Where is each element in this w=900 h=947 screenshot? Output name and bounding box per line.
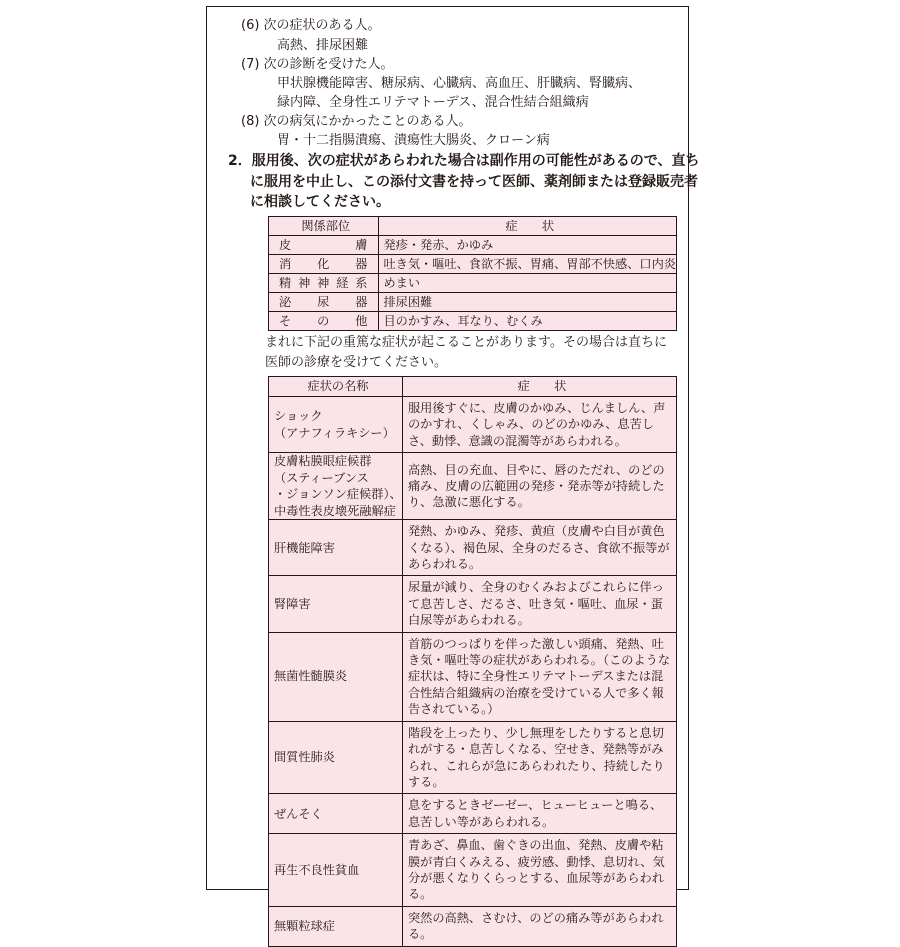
condition-symptom-cell: 突然の高熱、さむけ、のどの痛み等があらわれる。 [403,906,677,946]
body-part-cell: 皮膚 [269,236,379,255]
table-row [269,834,677,907]
condition-name-line: （アナフィラキシー） [274,425,395,440]
condition-name-line: 中毒性表皮壊死融解症 [274,503,396,518]
condition-symptom-cell: 高熱、目の充血、目やに、唇のただれ、のどの痛み、皮膚の広範囲の発疹・発赤等が持続したり、急激に悪化する。 [403,453,677,520]
condition-name-cell [269,576,403,632]
symptom-cell: 排尿困難 [378,293,677,312]
condition-name-cell [269,906,403,946]
table-row [269,255,677,274]
condition-name-line: 間質性肺炎 [274,750,335,765]
table-row [269,794,677,834]
condition-name-line: ぜんそく [274,806,323,821]
section2-line: 2．服用後、次の症状があらわれた場合は副作用の可能性があるので、直ち [228,153,700,169]
list-item-6-heading: (6) 次の症状のある人。 [241,18,381,33]
condition-name-line: 無顆粒球症 [274,918,335,933]
condition-symptom-cell: 尿量が減り、全身のむくみおよびこれらに伴って息苦しさ、だるさ、吐き気・嘔吐、血尿・蛋白尿等があらわれる。 [403,576,677,632]
table-row [269,293,677,312]
symptom-cell: 発疹・発赤、かゆみ [378,236,677,255]
condition-name-cell [269,632,403,721]
symptom-cell: めまい [378,274,677,293]
condition-name-line: 腎障害 [274,596,311,611]
condition-name-cell [269,721,403,794]
table-row [269,453,677,520]
condition-name-line: 無菌性髄膜炎 [274,669,348,684]
condition-name-cell [269,520,403,576]
condition-symptom-cell: 青あざ、鼻血、歯ぐきの出血、発熱、皮膚や粘膜が青白くみえる、疲労感、動悸、息切れ、気分が悪くなりくらっとする、血尿等があらわれる。 [403,834,677,907]
symptom-cell: 目のかすみ、耳なり、むくみ [378,312,677,331]
table-row [269,312,677,331]
list-item-8-heading: (8) 次の病気にかかったことのある人。 [241,114,472,129]
condition-name-cell [269,397,403,453]
rare-note-line: まれに下記の重篤な症状が起こることがあります。その場合は直ちに [265,335,667,350]
list-item-6-line: 高熱、排尿困難 [277,38,369,53]
table-header-row [269,377,677,397]
condition-name-cell [269,453,403,520]
body-part-cell: その他 [269,312,379,331]
condition-name-cell [269,794,403,834]
table-row [269,906,677,946]
list-item-7-line: 緑内障、全身性エリテマトーデス、混合性結合組織病 [277,95,589,110]
serious-symptoms-table [268,376,677,947]
header-cell: 関係部位 [269,217,379,236]
symptom-cell: 吐き気・嘔吐、食欲不振、胃痛、胃部不快感、口内炎 [378,255,677,274]
table-row [269,576,677,632]
side-effects-table [268,216,677,331]
header-cell: 症 状 [403,377,677,397]
condition-symptom-cell: 息をするときゼーゼー、ヒューヒューと鳴る、息苦しい等があらわれる。 [403,794,677,834]
table-row [269,721,677,794]
body-part-cell: 泌尿器 [269,293,379,312]
body-part-cell: 消化器 [269,255,379,274]
header-cell: 症状の名称 [269,377,403,397]
condition-symptom-cell: 発熱、かゆみ、発疹、黄疸（皮膚や白目が黄色くなる）、褐色尿、全身のだるさ、食欲不振等があらわれる。 [403,520,677,576]
list-item-7-heading: (7) 次の診断を受けた人。 [241,57,394,72]
table-row [269,397,677,453]
rare-note-line: 医師の診療を受けてください。 [265,355,448,370]
table-header-row [269,217,677,236]
table-row [269,520,677,576]
table-row [269,274,677,293]
list-item-7-line: 甲状腺機能障害、糖尿病、心臓病、高血圧、肝臓病、腎臓病、 [277,76,642,91]
body-part-cell: 精神神経系 [269,274,379,293]
section2-line: に服用を中止し、この添付文書を持って医師、薬剤師または登録販売者 [250,174,698,190]
condition-symptom-cell: 階段を上ったり、少し無理をしたりすると息切れがする・息苦しくなる、空せき、発熱等がみられ、これらが急にあらわれたり、持続したりする。 [403,721,677,794]
condition-name-line: （スティーブンス [274,470,369,485]
header-cell: 症 状 [378,217,677,236]
table-row [269,632,677,721]
condition-symptom-cell: 服用後すぐに、皮膚のかゆみ、じんましん、声のかすれ、くしゃみ、のどのかゆみ、息苦しさ、動悸、意識の混濁等があらわれる。 [403,397,677,453]
table-row [269,236,677,255]
condition-name-cell [269,834,403,907]
condition-symptom-cell: 首筋のつっぱりを伴った激しい頭痛、発熱、吐き気・嘔吐等の症状があらわれる。（このような症状は、特に全身性エリテマトーデスまたは混合性結合組織病の治療を受けている人で多く報告されている。） [403,632,677,721]
condition-name-line: ・ジョンソン症候群）、 [274,487,402,502]
list-item-8-line: 胃・十二指腸潰瘍、潰瘍性大腸炎、クローン病 [277,133,550,148]
condition-name-line: ショック [274,409,323,424]
section2-line: に相談してください。 [250,194,390,210]
condition-name-line: 再生不良性貧血 [274,862,360,877]
condition-name-line: 肝機能障害 [274,540,335,555]
condition-name-line: 皮膚粘膜眼症候群 [274,454,372,469]
